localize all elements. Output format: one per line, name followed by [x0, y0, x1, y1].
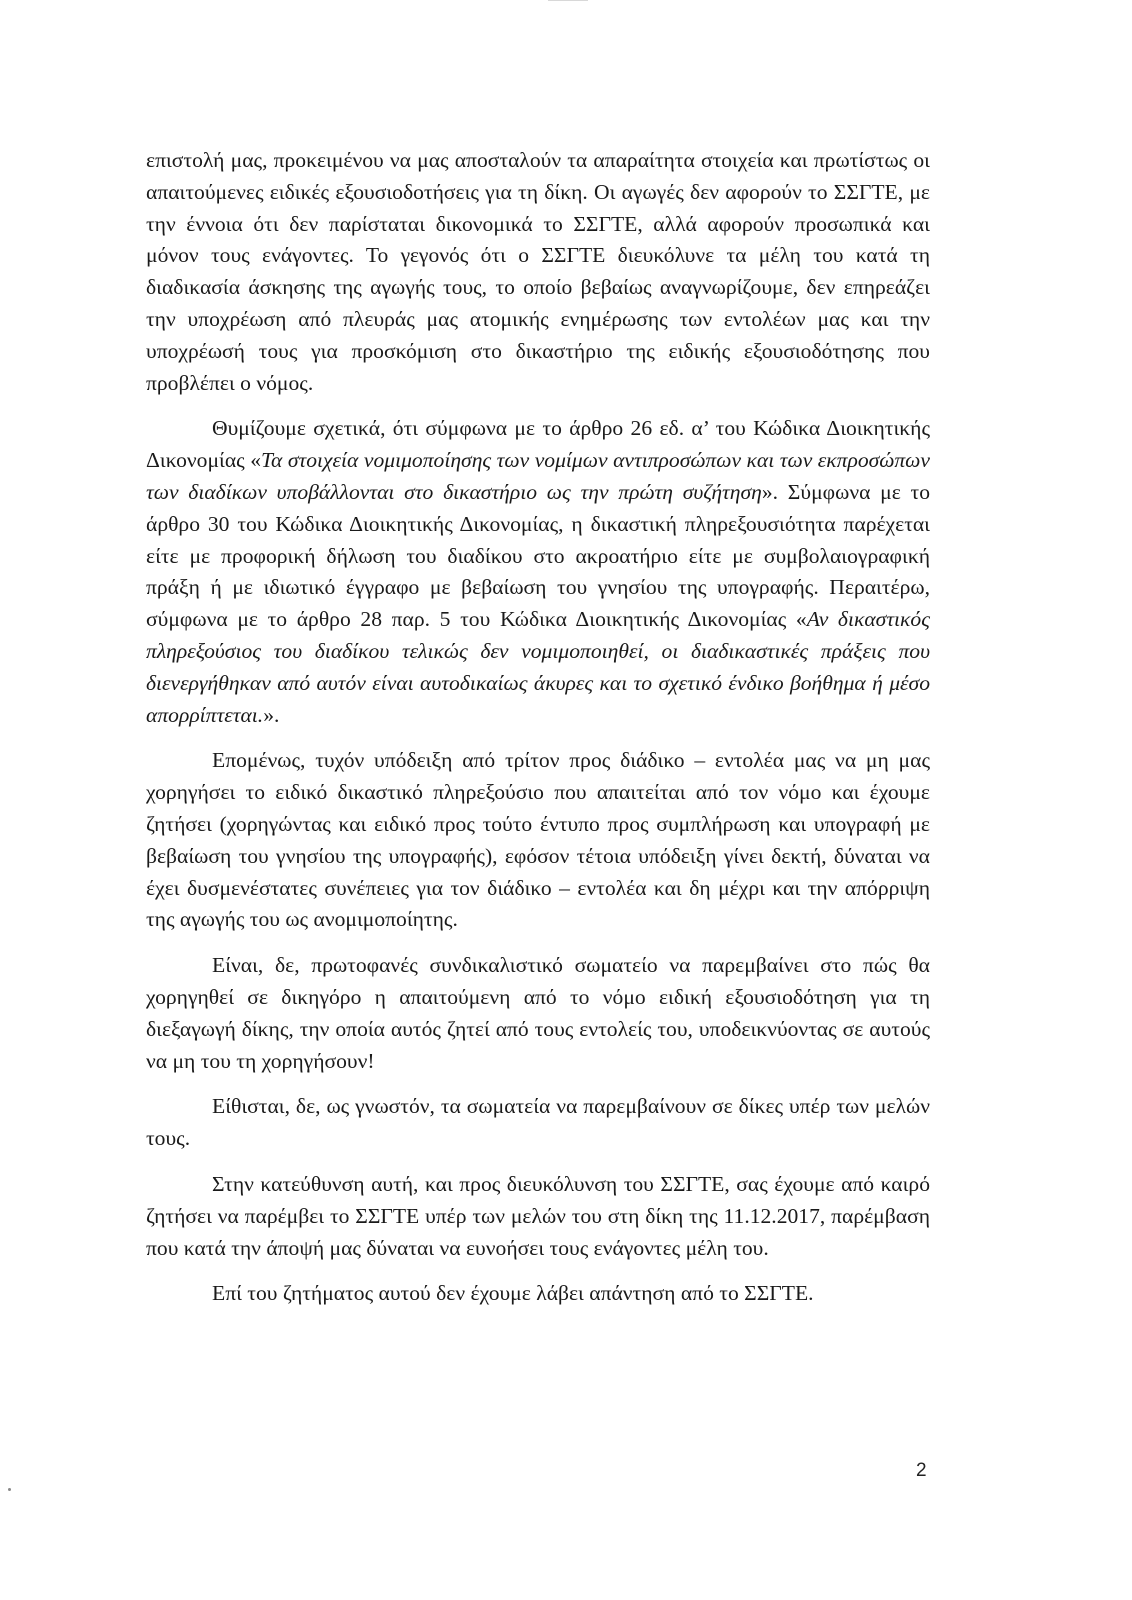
paragraph-segment: επιστολή μας, προκειμένου να μας αποσταλούν τα απαραίτητα στοιχεία και πρωτίστως οι απαιτούμενες ειδικές εξουσιοδοτήσεις για τη δίκη. Οι αγωγές δεν αφορούν το ΣΣΓΤΕ, με την έννοια ότι δεν παρίσταται δικονομικά το ΣΣΓΤΕ, αλλά αφορούν προσωπικά και μόνον τους ενάγοντες. Το γεγονός ότι ο ΣΣΓΤΕ διευκόλυνε τα μέλη του κατά τη διαδικασία άσκησης της αγωγής τους, το οποίο βεβαίως αναγνωρίζουμε, δεν επηρεάζει την υποχρέωση από πλευράς μας ατομικής ενημέρωσης των εντολέων μας και την υποχρέωσή τους για προσκόμιση στο δικαστήριο της ειδικής εξουσιοδότησης που προβλέπει ο νόμος.	[146, 148, 930, 395]
paragraph-3	[146, 745, 930, 936]
paragraph-5	[146, 1091, 930, 1155]
paragraph-segment: Είναι, δε, πρωτοφανές συνδικαλιστικό σωματείο να παρεμβαίνει στο πώς θα χορηγηθεί σε δικηγόρο η απαιτούμενη από το νόμο ειδική εξουσιοδότηση για τη διεξαγωγή δίκης, την οποία αυτός ζητεί από τους εντολείς του, υποδεικνύοντας σε αυτούς να μη του τη χορηγήσουν!	[146, 953, 930, 1073]
quoted-law-text: Αν δικαστικός πληρεξούσιος του διαδίκου τελικώς δεν νομιμοποιηθεί, οι διαδικαστικές πράξεις που διενεργήθηκαν από αυτόν είναι αυτοδικαίως άκυρες και το σχετικό ένδικο βοήθημα ή μέσο απορρίπτεται.	[146, 607, 930, 727]
paragraph-4	[146, 950, 930, 1077]
page-number: 2	[916, 1460, 927, 1481]
paragraph-6	[146, 1169, 930, 1264]
paragraph-segment: Επομένως, τυχόν υπόδειξη από τρίτον προς διάδικο – εντολέα μας να μη μας χορηγήσει το ειδικό δικαστικό πληρεξούσιο που απαιτείται από τον νόμο και έχουμε ζητήσει (χορηγώντας και ειδικό προς τούτο έντυπο προς συμπλήρωση και υπογραφή με βεβαίωση του γνησίου της υπογραφής), εφόσον τέτοια υπόδειξη γίνει δεκτή, δύναται να έχει δυσμενέστατες συνέπειες για τον διάδικο – εντολέα και δη μέχρι και την απόρριψη της αγωγής του ως ανομιμοποίητης.	[146, 748, 930, 932]
paragraph-1	[146, 145, 930, 399]
paragraph-segment: ». Σύμφωνα με το άρθρο 30 του Κώδικα Διοικητικής Δικονομίας, η δικαστική πληρεξουσιότητα παρέχεται είτε με προφορική δήλωση του διαδίκου στο ακροατήριο είτε με συμβολαιογραφική πράξη ή με ιδιωτικό έγγραφο με βεβαίωση του γνησίου της υπογραφής. Περαιτέρω, σύμφωνα με το άρθρο 28 παρ. 5 του Κώδικα Διοικητικής Δικονομίας «	[146, 479, 931, 632]
paragraph-segment: Στην κατεύθυνση αυτή, και προς διευκόλυνση του ΣΣΓΤΕ, σας έχουμε από καιρό ζητήσει να παρέμβει το ΣΣΓΤΕ υπέρ των μελών του στη δίκη της 11.12.2017, παρέμβαση που κατά την άποψή μας δύναται να ευνοήσει τους ενάγοντες μέλη του.	[146, 1171, 930, 1260]
quoted-law-text: Τα στοιχεία νομιμοποίησης των νομίμων αντιπροσώπων και των εκπροσώπων των διαδίκων υποβάλλονται στο δικαστήριο ως την πρώτη συζήτηση	[146, 448, 930, 504]
paragraph-segment: Θυμίζουμε σχετικά, ότι σύμφωνα με το άρθρο 26 εδ. α’ του Κώδικα Διοικητικής Δικονομίας «	[146, 416, 930, 473]
scan-artifact	[548, 0, 588, 1]
scan-artifact-dot	[8, 1488, 11, 1491]
paragraph-7	[146, 1278, 930, 1310]
paragraph-segment: Επί του ζητήματος αυτού δεν έχουμε λάβει απάντηση από το ΣΣΓΤΕ.	[212, 1281, 814, 1306]
paragraph-segment: Είθισται, δε, ως γνωστόν, τα σωματεία να παρεμβαίνουν σε δίκες υπέρ των μελών τους.	[146, 1094, 930, 1151]
paragraph-2	[146, 413, 930, 731]
paragraph-segment: ».	[263, 702, 280, 727]
body-text	[146, 145, 930, 1324]
